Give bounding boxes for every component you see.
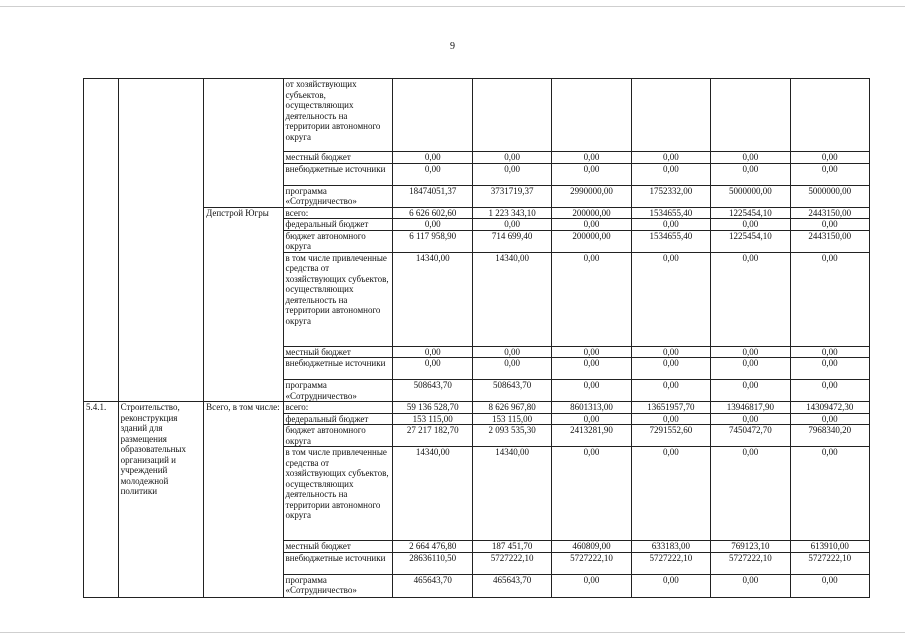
amount-cell: 613910,00 [790,541,869,553]
funding-source-cell: программа «Сотрудничество» [283,574,393,597]
funding-source-cell: внебюджетные источники [283,163,393,185]
amount-cell [552,79,631,152]
amount-cell: 0,00 [393,346,472,358]
activity-code-cell: 5.4.1. [84,402,119,598]
amount-cell: 59 136 528,70 [393,402,472,414]
amount-cell: 0,00 [711,252,790,346]
amount-cell: 769123,10 [711,541,790,553]
amount-cell: 0,00 [552,252,631,346]
amount-cell: 14309472,30 [790,402,869,414]
amount-cell: 27 217 182,70 [393,425,472,447]
amount-cell: 0,00 [790,163,869,185]
funding-source-cell: местный бюджет [283,346,393,358]
amount-cell: 0,00 [631,447,710,541]
amount-cell: 1752332,00 [631,185,710,207]
amount-cell: 0,00 [552,413,631,425]
amount-cell: 0,00 [552,152,631,164]
amount-cell: 14340,00 [393,252,472,346]
page-number: 9 [450,41,455,52]
activity-name-cell: Строительство, реконструкция зданий для размещения образовательных организаций и учреждений молодежной политики [118,402,204,598]
budget-table [83,78,870,598]
amount-cell: 0,00 [472,219,551,231]
amount-cell: 2 664 476,80 [393,541,472,553]
amount-cell: 5727222,10 [711,552,790,574]
funding-source-cell: программа «Сотрудничество» [283,380,393,402]
amount-cell: 5000000,00 [711,185,790,207]
amount-cell: 0,00 [552,574,631,597]
amount-cell: 0,00 [711,358,790,380]
amount-cell: 1225454,10 [711,207,790,219]
amount-cell: 153 115,00 [472,413,551,425]
amount-cell: 0,00 [552,380,631,402]
responsible-cell: Депстрой Югры [204,207,283,402]
amount-cell: 2413281,90 [552,425,631,447]
amount-cell: 0,00 [631,163,710,185]
funding-source-cell: местный бюджет [283,541,393,553]
amount-cell: 0,00 [631,574,710,597]
table-row [84,402,870,414]
amount-cell: 1 223 343,10 [472,207,551,219]
amount-cell: 13651957,70 [631,402,710,414]
amount-cell: 0,00 [472,358,551,380]
amount-cell: 28636110,50 [393,552,472,574]
funding-source-cell: бюджет автономного округа [283,425,393,447]
amount-cell: 0,00 [790,346,869,358]
amount-cell: 14340,00 [472,252,551,346]
amount-cell: 0,00 [393,152,472,164]
amount-cell: 5727222,10 [552,552,631,574]
amount-cell [393,79,472,152]
responsible-cell [204,79,283,208]
amount-cell: 0,00 [631,413,710,425]
amount-cell: 0,00 [393,358,472,380]
amount-cell: 153 115,00 [393,413,472,425]
amount-cell: 0,00 [552,219,631,231]
amount-cell: 5727222,10 [472,552,551,574]
amount-cell: 714 699,40 [472,230,551,252]
amount-cell: 18474051,37 [393,185,472,207]
funding-source-cell: федеральный бюджет [283,219,393,231]
amount-cell: 5727222,10 [631,552,710,574]
activity-name-cell [118,79,204,402]
amount-cell: 5727222,10 [790,552,869,574]
amount-cell: 0,00 [552,163,631,185]
amount-cell: 0,00 [472,346,551,358]
amount-cell: 460809,00 [552,541,631,553]
funding-source-cell: федеральный бюджет [283,413,393,425]
amount-cell: 8 626 967,80 [472,402,551,414]
amount-cell: 0,00 [790,574,869,597]
amount-cell: 6 117 958,90 [393,230,472,252]
funding-source-cell: в том числе привлеченные средства от хозяйствующих субъектов, осуществляющих деятельность на территории автономного округа [283,252,393,346]
amount-cell: 0,00 [790,380,869,402]
amount-cell: 0,00 [711,163,790,185]
table-row [84,79,870,152]
amount-cell: 0,00 [631,380,710,402]
amount-cell: 0,00 [472,163,551,185]
amount-cell [790,79,869,152]
amount-cell: 7968340,20 [790,425,869,447]
amount-cell: 2990000,00 [552,185,631,207]
amount-cell: 0,00 [552,358,631,380]
scan-edge-top [0,6,905,7]
amount-cell: 0,00 [711,380,790,402]
table-body [84,79,870,598]
amount-cell: 14340,00 [472,447,551,541]
amount-cell: 200000,00 [552,230,631,252]
amount-cell: 0,00 [711,346,790,358]
amount-cell: 0,00 [631,346,710,358]
amount-cell [472,79,551,152]
amount-cell [711,79,790,152]
funding-source-cell: местный бюджет [283,152,393,164]
amount-cell: 2 093 535,30 [472,425,551,447]
funding-source-cell: внебюджетные источники [283,552,393,574]
amount-cell: 7291552,60 [631,425,710,447]
amount-cell: 0,00 [711,152,790,164]
amount-cell: 1534655,40 [631,230,710,252]
amount-cell: 0,00 [711,447,790,541]
amount-cell: 508643,70 [393,380,472,402]
amount-cell: 0,00 [631,219,710,231]
amount-cell: 0,00 [790,152,869,164]
funding-source-cell: в том числе привлеченные средства от хозяйствующих субъектов, осуществляющих деятельность на территории автономного округа [283,447,393,541]
amount-cell: 0,00 [393,163,472,185]
amount-cell: 465643,70 [393,574,472,597]
funding-source-cell: всего: [283,207,393,219]
amount-cell: 0,00 [790,447,869,541]
amount-cell: 0,00 [631,152,710,164]
funding-source-cell: бюджет автономного округа [283,230,393,252]
activity-code-cell [84,79,119,402]
amount-cell: 0,00 [472,152,551,164]
amount-cell: 200000,00 [552,207,631,219]
amount-cell: 1534655,40 [631,207,710,219]
responsible-cell: Всего, в том числе: [204,402,283,598]
funding-source-cell: программа «Сотрудничество» [283,185,393,207]
funding-source-cell: от хозяйствующих субъектов, осуществляющих деятельность на территории автономного округа [283,79,393,152]
amount-cell: 6 626 602,60 [393,207,472,219]
amount-cell: 0,00 [711,413,790,425]
amount-cell: 8601313,00 [552,402,631,414]
amount-cell [631,79,710,152]
amount-cell: 3731719,37 [472,185,551,207]
amount-cell: 0,00 [790,252,869,346]
amount-cell: 0,00 [711,219,790,231]
amount-cell: 13946817,90 [711,402,790,414]
amount-cell: 0,00 [393,219,472,231]
amount-cell: 465643,70 [472,574,551,597]
amount-cell: 0,00 [631,358,710,380]
amount-cell: 1225454,10 [711,230,790,252]
funding-source-cell: внебюджетные источники [283,358,393,380]
amount-cell: 187 451,70 [472,541,551,553]
scan-edge-bottom [0,632,905,633]
amount-cell: 633183,00 [631,541,710,553]
amount-cell: 5000000,00 [790,185,869,207]
amount-cell: 0,00 [711,574,790,597]
amount-cell: 0,00 [552,447,631,541]
amount-cell: 2443150,00 [790,207,869,219]
amount-cell: 0,00 [631,252,710,346]
amount-cell: 0,00 [790,413,869,425]
amount-cell: 14340,00 [393,447,472,541]
funding-source-cell: всего: [283,402,393,414]
amount-cell: 0,00 [552,346,631,358]
amount-cell: 508643,70 [472,380,551,402]
amount-cell: 0,00 [790,358,869,380]
amount-cell: 0,00 [790,219,869,231]
amount-cell: 7450472,70 [711,425,790,447]
amount-cell: 2443150,00 [790,230,869,252]
